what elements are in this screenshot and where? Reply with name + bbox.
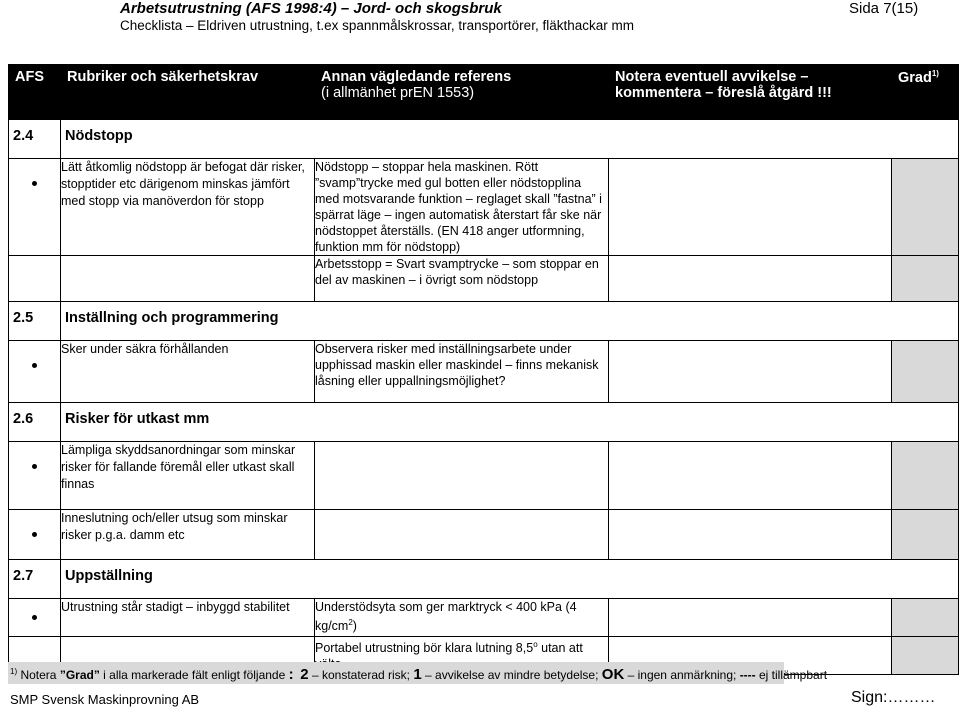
table-header-row: [9, 65, 959, 120]
section-number: 2.7: [9, 560, 61, 599]
section-row-2-6: [9, 403, 959, 442]
bullet-icon: [32, 181, 37, 186]
col-grade-header-sup: 1): [931, 69, 939, 78]
table-row: [9, 256, 959, 302]
grade-cell[interactable]: [892, 637, 959, 675]
notes-cell[interactable]: [609, 159, 892, 256]
reference-sup: 2: [348, 618, 353, 627]
requirement-text: Utrustning står stadigt – inbyggd stabilitet: [61, 599, 315, 637]
col-reference-header-sub: (i allmänhet prEN 1553): [321, 85, 475, 101]
reference-text-b: utan att: [541, 641, 583, 656]
page-number: Sida 7(15): [849, 0, 919, 17]
requirement-text: Inneslutning och/eller utsug som minskar risker p.g.a. damm etc: [61, 510, 315, 560]
grade-footnote: [10, 666, 827, 683]
grade-cell[interactable]: [892, 510, 959, 560]
bullet-cell: [9, 341, 61, 403]
requirement-text: Lätt åtkomlig nödstopp är befogat där risker, stopptider etc därigenom minskas jämfört med stopp via manöverdon för stopp: [61, 159, 315, 256]
notes-cell[interactable]: [609, 599, 892, 637]
col-grade-header-label: Grad: [898, 69, 932, 86]
bullet-icon: [32, 464, 37, 469]
col-reference-header: [315, 65, 609, 120]
grade-cell[interactable]: [892, 442, 959, 510]
company-name: SMP Svensk Maskinprovning AB: [10, 692, 200, 707]
checklist-table: [8, 64, 959, 675]
table-row: [9, 159, 959, 256]
section-row-2-4: [9, 120, 959, 159]
signature-field[interactable]: Sign:………: [851, 689, 936, 706]
table-row: [9, 510, 959, 560]
reference-text: Observera risker med inställningsarbete under upphissad maskin eller maskindel – finns mekanisk låsning eller uppallningsmöjlighet?: [315, 341, 609, 403]
reference-text: [315, 599, 609, 637]
reference-text-b: ): [352, 619, 357, 634]
section-title: Inställning och programmering: [61, 302, 959, 341]
col-grade-header: [892, 65, 959, 120]
bullet-icon: [32, 532, 37, 537]
bullet-icon: [32, 363, 37, 368]
section-title: Nödstopp: [61, 120, 959, 159]
col-notes-header: [609, 65, 892, 120]
requirement-text: Sker under säkra förhållanden: [61, 341, 315, 403]
table-row: [9, 599, 959, 637]
bullet-cell: [9, 510, 61, 560]
section-number: 2.6: [9, 403, 61, 442]
grade-ok-label: OK: [601, 666, 625, 683]
document-subtitle: Checklista – Eldriven utrustning, t.ex spannmålskrossar, transportörer, fläkthackar mm: [120, 18, 634, 33]
bullet-cell: [9, 599, 61, 637]
document-title: Arbetsutrustning (AFS 1998:4) – Jord- och skogsbruk: [120, 0, 502, 17]
grade-1-label: 1: [413, 666, 422, 683]
grade-2-label: 2: [300, 666, 309, 683]
reference-cell: [315, 510, 609, 560]
notes-cell[interactable]: [609, 341, 892, 403]
section-row-2-7: [9, 560, 959, 599]
reference-sup: o: [533, 640, 538, 649]
grade-na-label: ----: [739, 668, 756, 682]
footnote-grad: ”Grad”: [59, 668, 100, 682]
grade-cell[interactable]: [892, 256, 959, 302]
col-notes-header-line1: Notera eventuell avvikelse –: [615, 69, 809, 85]
bullet-cell: [9, 442, 61, 510]
reference-text: Arbetsstopp = Svart svamptrycke – som stoppar en del av maskinen – i övrigt som nödstopp: [315, 256, 609, 302]
table-row: [9, 442, 959, 510]
col-notes-header-line2: kommentera – föreslå åtgärd !!!: [615, 85, 832, 101]
grade-1-text: – avvikelse av mindre betydelse;: [421, 668, 602, 682]
col-reference-header-title: Annan vägledande referens: [321, 69, 512, 85]
section-title: Uppställning: [61, 560, 959, 599]
notes-cell[interactable]: [609, 510, 892, 560]
grade-cell[interactable]: [892, 341, 959, 403]
grade-cell[interactable]: [892, 159, 959, 256]
bullet-cell: [9, 159, 61, 256]
empty-cell: [9, 256, 61, 302]
bullet-icon: [32, 615, 37, 620]
grade-na-text: ej tillämpbart: [755, 668, 828, 682]
section-row-2-5: [9, 302, 959, 341]
grade-2-text: – konstaterad risk;: [308, 668, 414, 682]
grade-ok-text: – ingen anmärkning;: [624, 668, 740, 682]
reference-text: Nödstopp – stoppar hela maskinen. Rött ”svamp”trycke med gul botten eller nödstopplina med motsvarande funktion – reglaget skall ”fastna” i spärrat läge – ingen automatisk återstart får ske när nödstoppet återställs. (EN 418 anger utformning, funktion mm för nödstopp): [315, 159, 609, 256]
notes-cell[interactable]: [609, 442, 892, 510]
reference-text-a: Portabel utrustning bör klara lutning 8,5: [315, 641, 534, 656]
section-number: 2.4: [9, 120, 61, 159]
footnote-colon: :: [288, 666, 294, 683]
section-number: 2.5: [9, 302, 61, 341]
empty-cell: [61, 256, 315, 302]
footnote-text: Notera: [17, 668, 60, 682]
col-requirements-header: Rubriker och säkerhetskrav: [61, 65, 315, 120]
requirement-text: Lämpliga skyddsanordningar som minskar risker för fallande föremål eller utkast skall finnas: [61, 442, 315, 510]
table-row: [9, 341, 959, 403]
section-title: Risker för utkast mm: [61, 403, 959, 442]
notes-cell[interactable]: [609, 256, 892, 302]
reference-cell: [315, 442, 609, 510]
footnote-text: i alla markerade fält enligt följande: [99, 668, 289, 682]
reference-text-a: Understödsyta som ger marktryck < 400 kPa (4 kg/cm: [315, 600, 577, 634]
col-afs-header: AFS: [9, 65, 61, 120]
footnote-sup: 1): [10, 667, 18, 676]
grade-cell[interactable]: [892, 599, 959, 637]
